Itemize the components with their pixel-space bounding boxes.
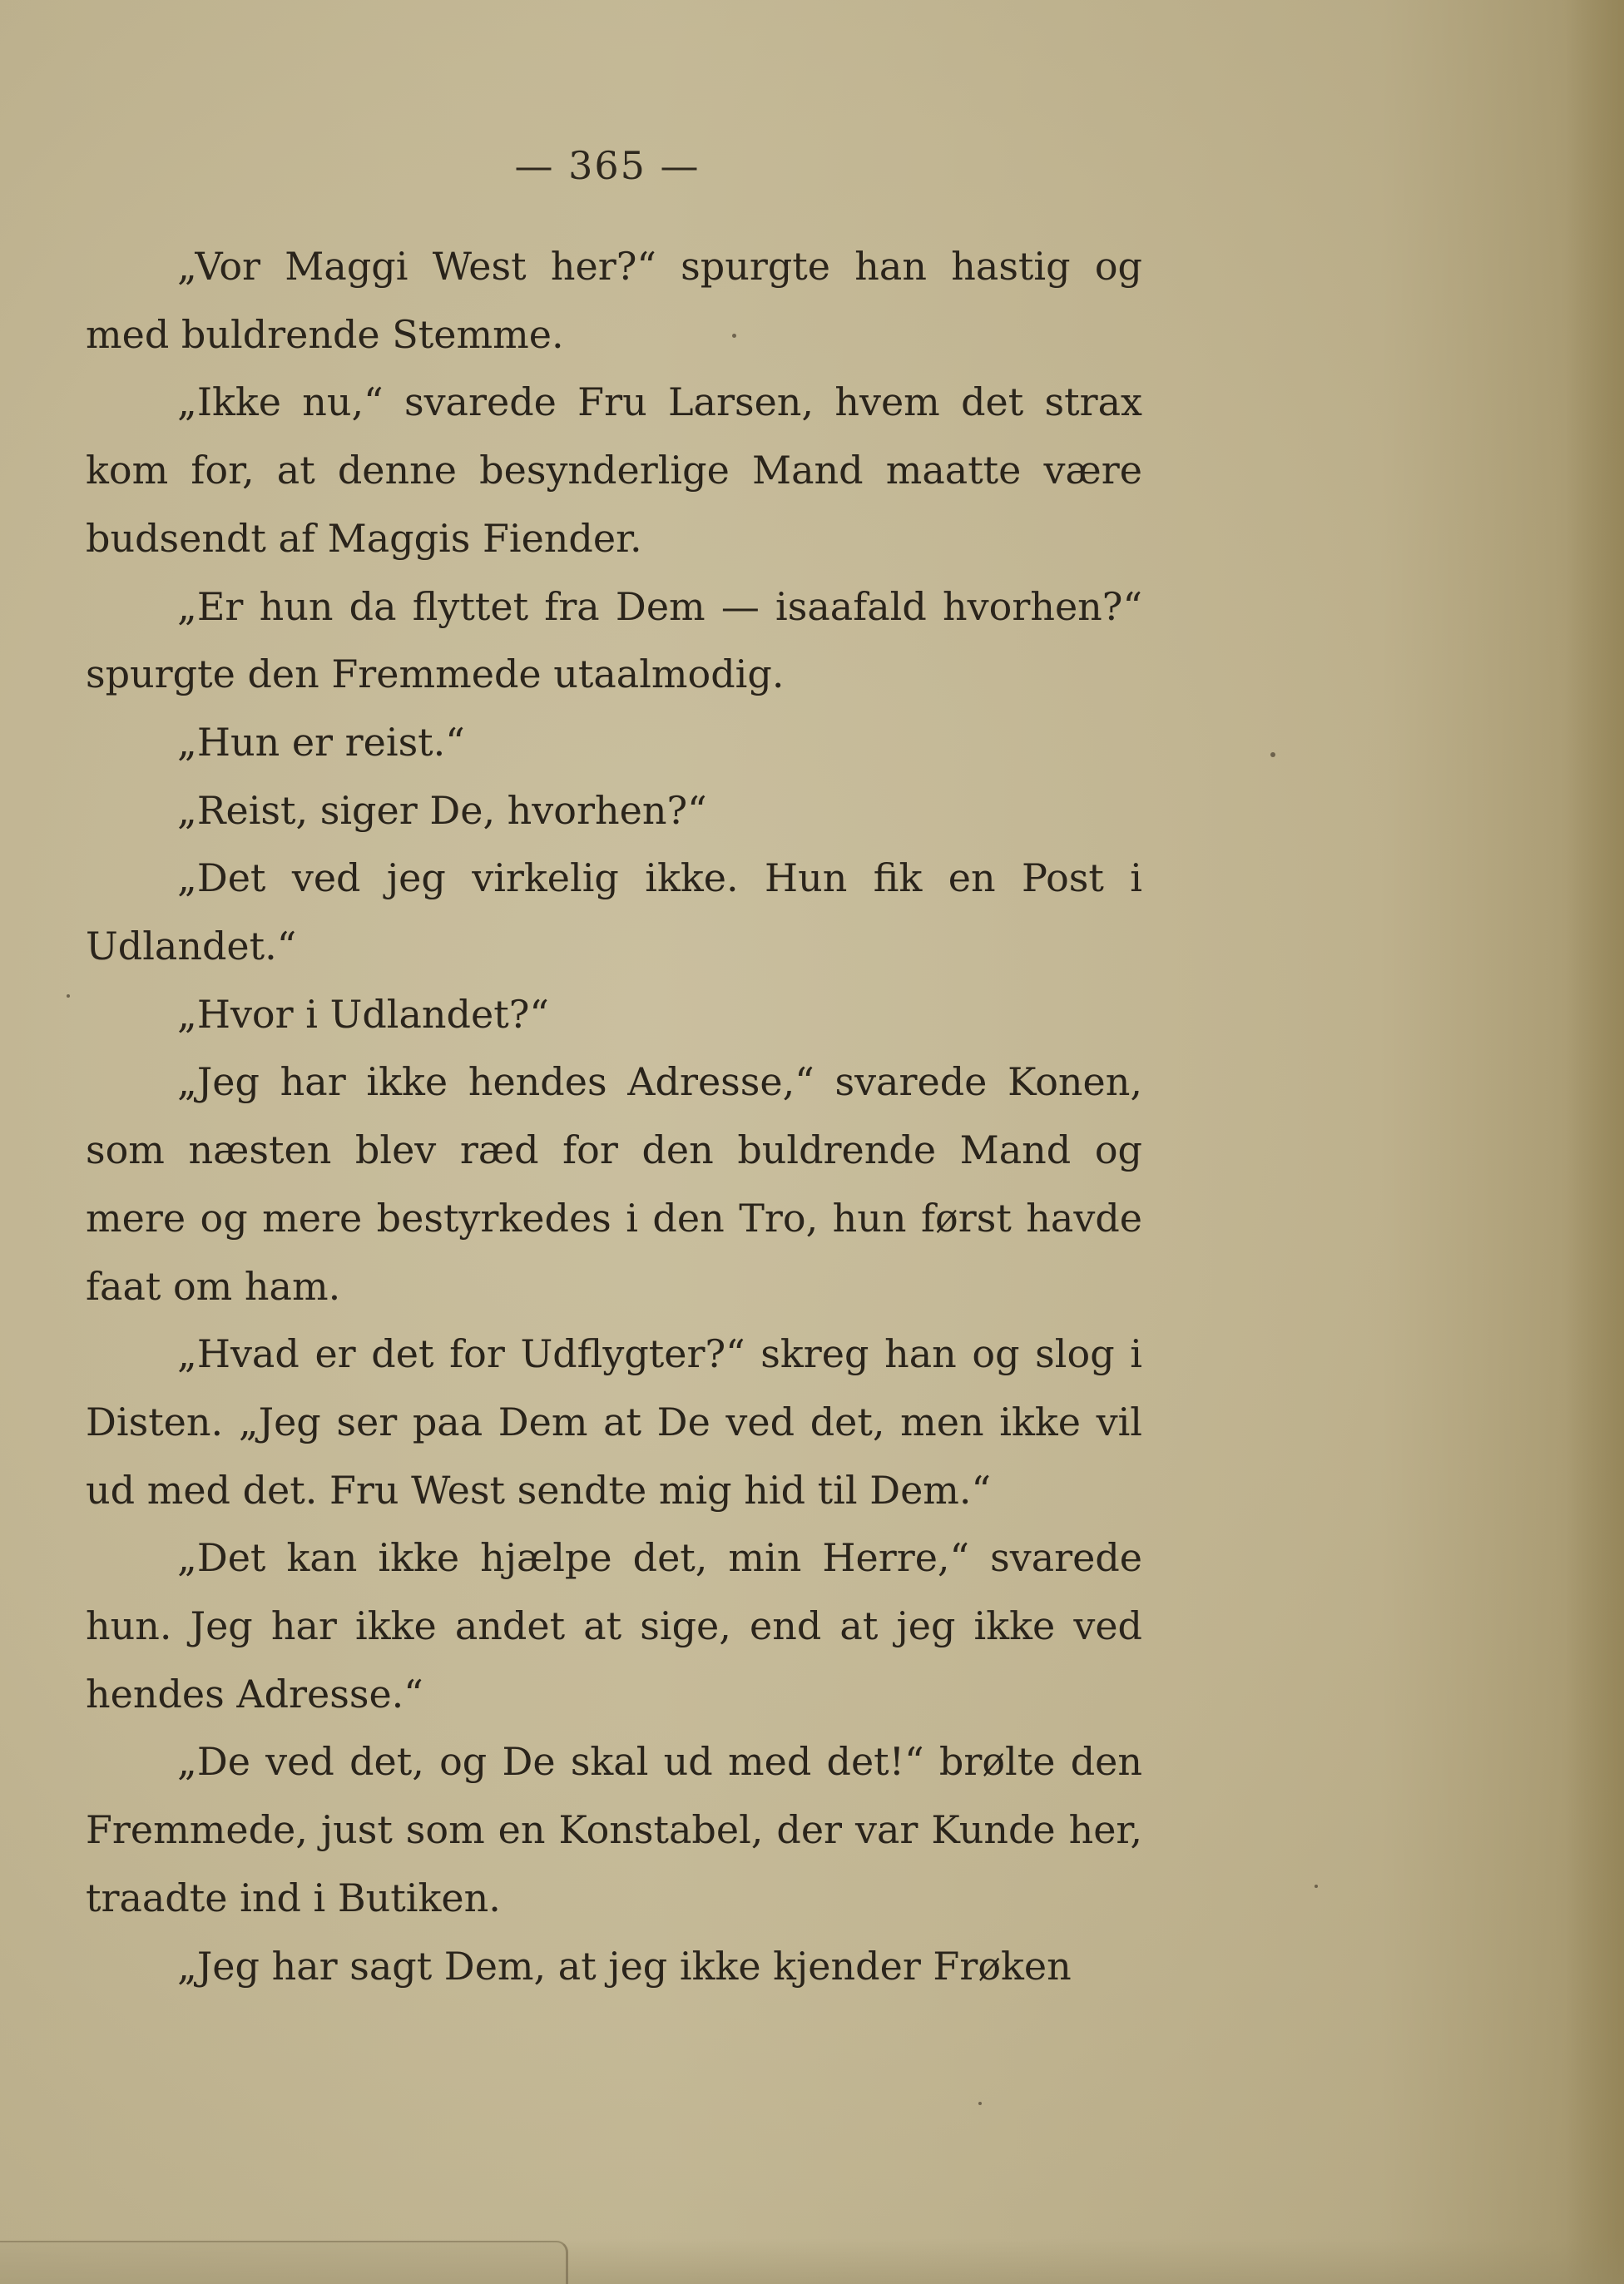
paragraph: „Hvad er det for Udflygter?“ skreg han og slog i Disten. „Jeg ser paa Dem at De ved det, men ikke vil ud med det. Fru West sendte mig hid til Dem.“: [86, 1331, 1142, 1513]
paragraph: „Det ved jeg virkelig ikke. Hun fik en Post i Udlandet.“: [86, 855, 1142, 969]
body-text: [86, 233, 1142, 2000]
page-edge-shadow: [1566, 0, 1624, 2284]
paper-speck: [978, 2102, 982, 2105]
paper-speck: [1315, 1885, 1318, 1888]
paragraph: „Hun er reist.“: [177, 719, 465, 765]
paper-speck: [1270, 752, 1275, 757]
paragraph: „Det kan ikke hjælpe det, min Herre,“ svarede hun. Jeg har ikke andet at sige, end at jeg ikke ved hendes Adresse.“: [86, 1535, 1142, 1717]
paragraph: „Jeg har ikke hendes Adresse,“ svarede Konen, som næsten blev ræd for den buldrende Mand og mere og mere bestyrkedes i den Tro, hun først havde faat om ham.: [86, 1059, 1142, 1309]
paragraph: „Hvor i Udlandet?“: [177, 991, 549, 1037]
paragraph: „Ikke nu,“ svarede Fru Larsen, hvem det strax kom for, at denne besynderlige Mand maatte være budsendt af Maggis Fiender.: [86, 379, 1142, 561]
page-number: — 365 —: [514, 143, 701, 188]
paragraph: „Vor Maggi West her?“ spurgte han hastig og med buldrende Stemme.: [86, 244, 1142, 357]
paragraph: „Reist, siger De, hvorhen?“: [177, 787, 707, 833]
page-corner-fold: [0, 2241, 568, 2284]
paragraph: „Jeg har sagt Dem, at jeg ikke kjender Frøken: [177, 1943, 1072, 1989]
paragraph: „De ved det, og De skal ud med det!“ brølte den Fremmede, just som en Konstabel, der var Kunde her, traadte ind i Butiken.: [86, 1739, 1142, 1920]
paper-speck: [67, 994, 70, 998]
paragraph: „Er hun da flyttet fra Dem — isaafald hvorhen?“ spurgte den Fremmede utaalmodig.: [86, 583, 1142, 697]
